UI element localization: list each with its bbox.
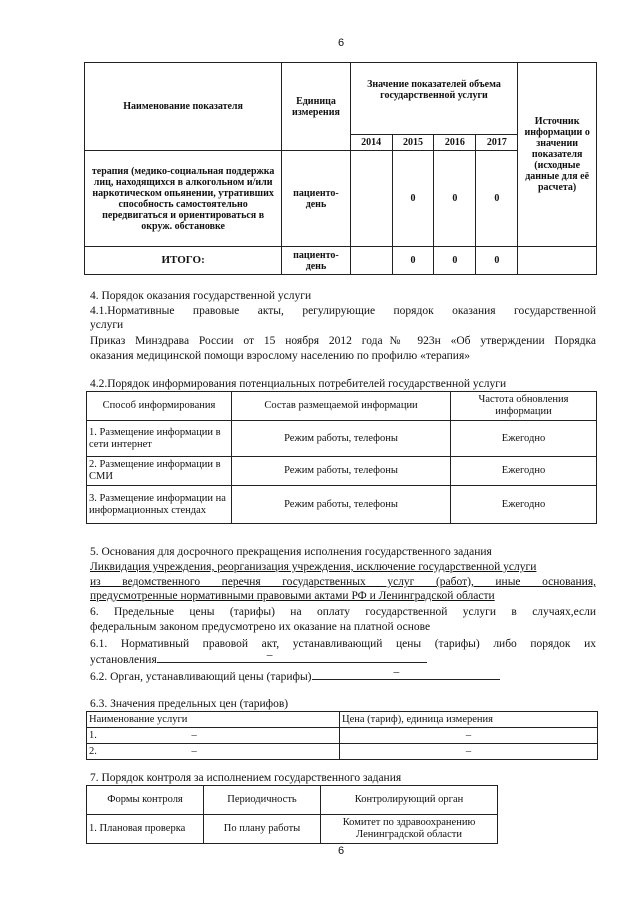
section5-line1: Ликвидация учреждения, реорганизация учреждения, исключение государственной услуги (90, 561, 537, 573)
row-therapy-2017: 0 (476, 151, 518, 247)
header-name: Наименование показателя (85, 63, 282, 151)
row-therapy-name: терапия (медико-социальная поддержка лиц, находящихся в алкогольном и/или наркотическом опьянении, утративших способность самостоятельно передвигаться и ориентироваться в окруж. обстановке (85, 151, 282, 247)
prices-table (86, 711, 598, 760)
t2-header-frequency: Частота обновления информации (451, 392, 597, 421)
row-total-name: ИТОГО: (85, 247, 282, 275)
section6-2 (90, 666, 500, 684)
section6-2-blank (312, 666, 500, 680)
t2-row2-content: Режим работы, телефоны (232, 457, 451, 486)
t3-row1-number: 1. (89, 729, 97, 741)
t4-header-form: Формы контроля (87, 786, 204, 815)
t3-row2-price: – (340, 744, 598, 760)
row-total-2015: 0 (392, 247, 434, 275)
page-number-top: 6 (338, 37, 345, 49)
t3-row2-service (87, 744, 340, 760)
t2-row1-frequency: Ежегодно (451, 421, 597, 457)
t3-header-service: Наименование услуги (87, 712, 340, 728)
t4-row1-form: 1. Плановая проверка (87, 815, 204, 844)
indicators-table (84, 62, 597, 275)
t2-row3-content: Режим работы, телефоны (232, 486, 451, 524)
header-values-group: Значение показателей объема государственной услуги (350, 63, 518, 135)
t3-header-price: Цена (тариф), единица измерения (340, 712, 598, 728)
section5-line2: из ведомственного перечня государственных услуг (работ), иные основания, (90, 576, 596, 588)
t2-header-method: Способ информирования (87, 392, 232, 421)
row-total-2014 (350, 247, 392, 275)
header-unit: Единица измерения (282, 63, 350, 151)
section7-title: 7. Порядок контроля за исполнением государственного задания (90, 772, 402, 784)
header-source: Источник информации о значении показателя (исходные данные для её расчета) (518, 63, 597, 247)
section6-line1: 6. Предельные цены (тарифы) на оплату государственной услуги в случаях,если (90, 606, 596, 618)
t2-row1-content: Режим работы, телефоны (232, 421, 451, 457)
section6-2-label: 6.2. Орган, устанавливающий цены (тарифы) (90, 671, 312, 683)
t2-row3-method: 3. Размещение информации на информационных стендах (87, 486, 232, 524)
t3-row1-price: – (340, 728, 598, 744)
section4-1-line1: 4.1.Нормативные правовые акты, регулирующие порядок оказания государственной (90, 305, 596, 317)
t3-row1-name: – (191, 729, 197, 741)
section6-1-line1: 6.1. Нормативный правовой акт, устанавливающий цены (тарифы) либо порядок их (90, 638, 596, 650)
t3-row2-name: – (191, 745, 197, 757)
t3-row1-service (87, 728, 340, 744)
section6-2-dash: – (393, 666, 400, 678)
row-therapy-unit: пациенто-день (282, 151, 350, 247)
section6-1-line2 (90, 649, 427, 667)
page-number-bottom: 6 (338, 845, 345, 857)
row-therapy-2016: 0 (434, 151, 476, 247)
section5-line3: предусмотренные нормативными правовыми актами РФ и Ленинградской области (90, 590, 495, 602)
row-therapy-2015: 0 (392, 151, 434, 247)
section4-2-title: 4.2.Порядок информирования потенциальных потребителей государственной услуги (90, 378, 507, 390)
t4-header-period: Периодичность (204, 786, 321, 815)
row-total-2016: 0 (434, 247, 476, 275)
section6-1-blank (157, 649, 427, 663)
year-2017: 2017 (476, 135, 518, 151)
year-2014: 2014 (350, 135, 392, 151)
t4-header-body: Контролирующий орган (321, 786, 498, 815)
row-total-unit: пациенто-день (282, 247, 350, 275)
control-table (86, 785, 498, 844)
t3-row2-number: 2. (89, 745, 97, 757)
section6-1-dash: – (266, 649, 273, 661)
row-therapy-2014 (350, 151, 392, 247)
informing-table (86, 391, 597, 524)
t4-row1-period: По плану работы (204, 815, 321, 844)
row-total-2017: 0 (476, 247, 518, 275)
section4-title: 4. Порядок оказания государственной услуги (90, 290, 312, 302)
order-line1: Приказ Минздрава России от 15 ноября 2012 года№ 923н «Об утверждении Порядка (90, 335, 596, 347)
section5-title: 5. Основания для досрочного прекращения исполнения государственного задания (90, 546, 492, 558)
year-2016: 2016 (434, 135, 476, 151)
section6-1-label: установления (90, 654, 157, 666)
year-2015: 2015 (392, 135, 434, 151)
t2-row1-method: 1. Размещение информации в сети интернет (87, 421, 232, 457)
section6-line2: федеральным законом предусмотрено их оказание на платной основе (90, 621, 431, 633)
t2-row2-frequency: Ежегодно (451, 457, 597, 486)
section4-1-line2: услуги (90, 319, 124, 331)
t2-row3-frequency: Ежегодно (451, 486, 597, 524)
section6-3-title: 6.3. Значения предельных цен (тарифов) (90, 698, 289, 710)
order-line2: оказания медицинской помощи взрослому населению по профилю «терапия» (90, 350, 471, 362)
t4-row1-body: Комитет по здравоохранению Ленинградской области (321, 815, 498, 844)
row-total-source (518, 247, 597, 275)
t2-header-content: Состав размещаемой информации (232, 392, 451, 421)
t2-row2-method: 2. Размещение информации в СМИ (87, 457, 232, 486)
